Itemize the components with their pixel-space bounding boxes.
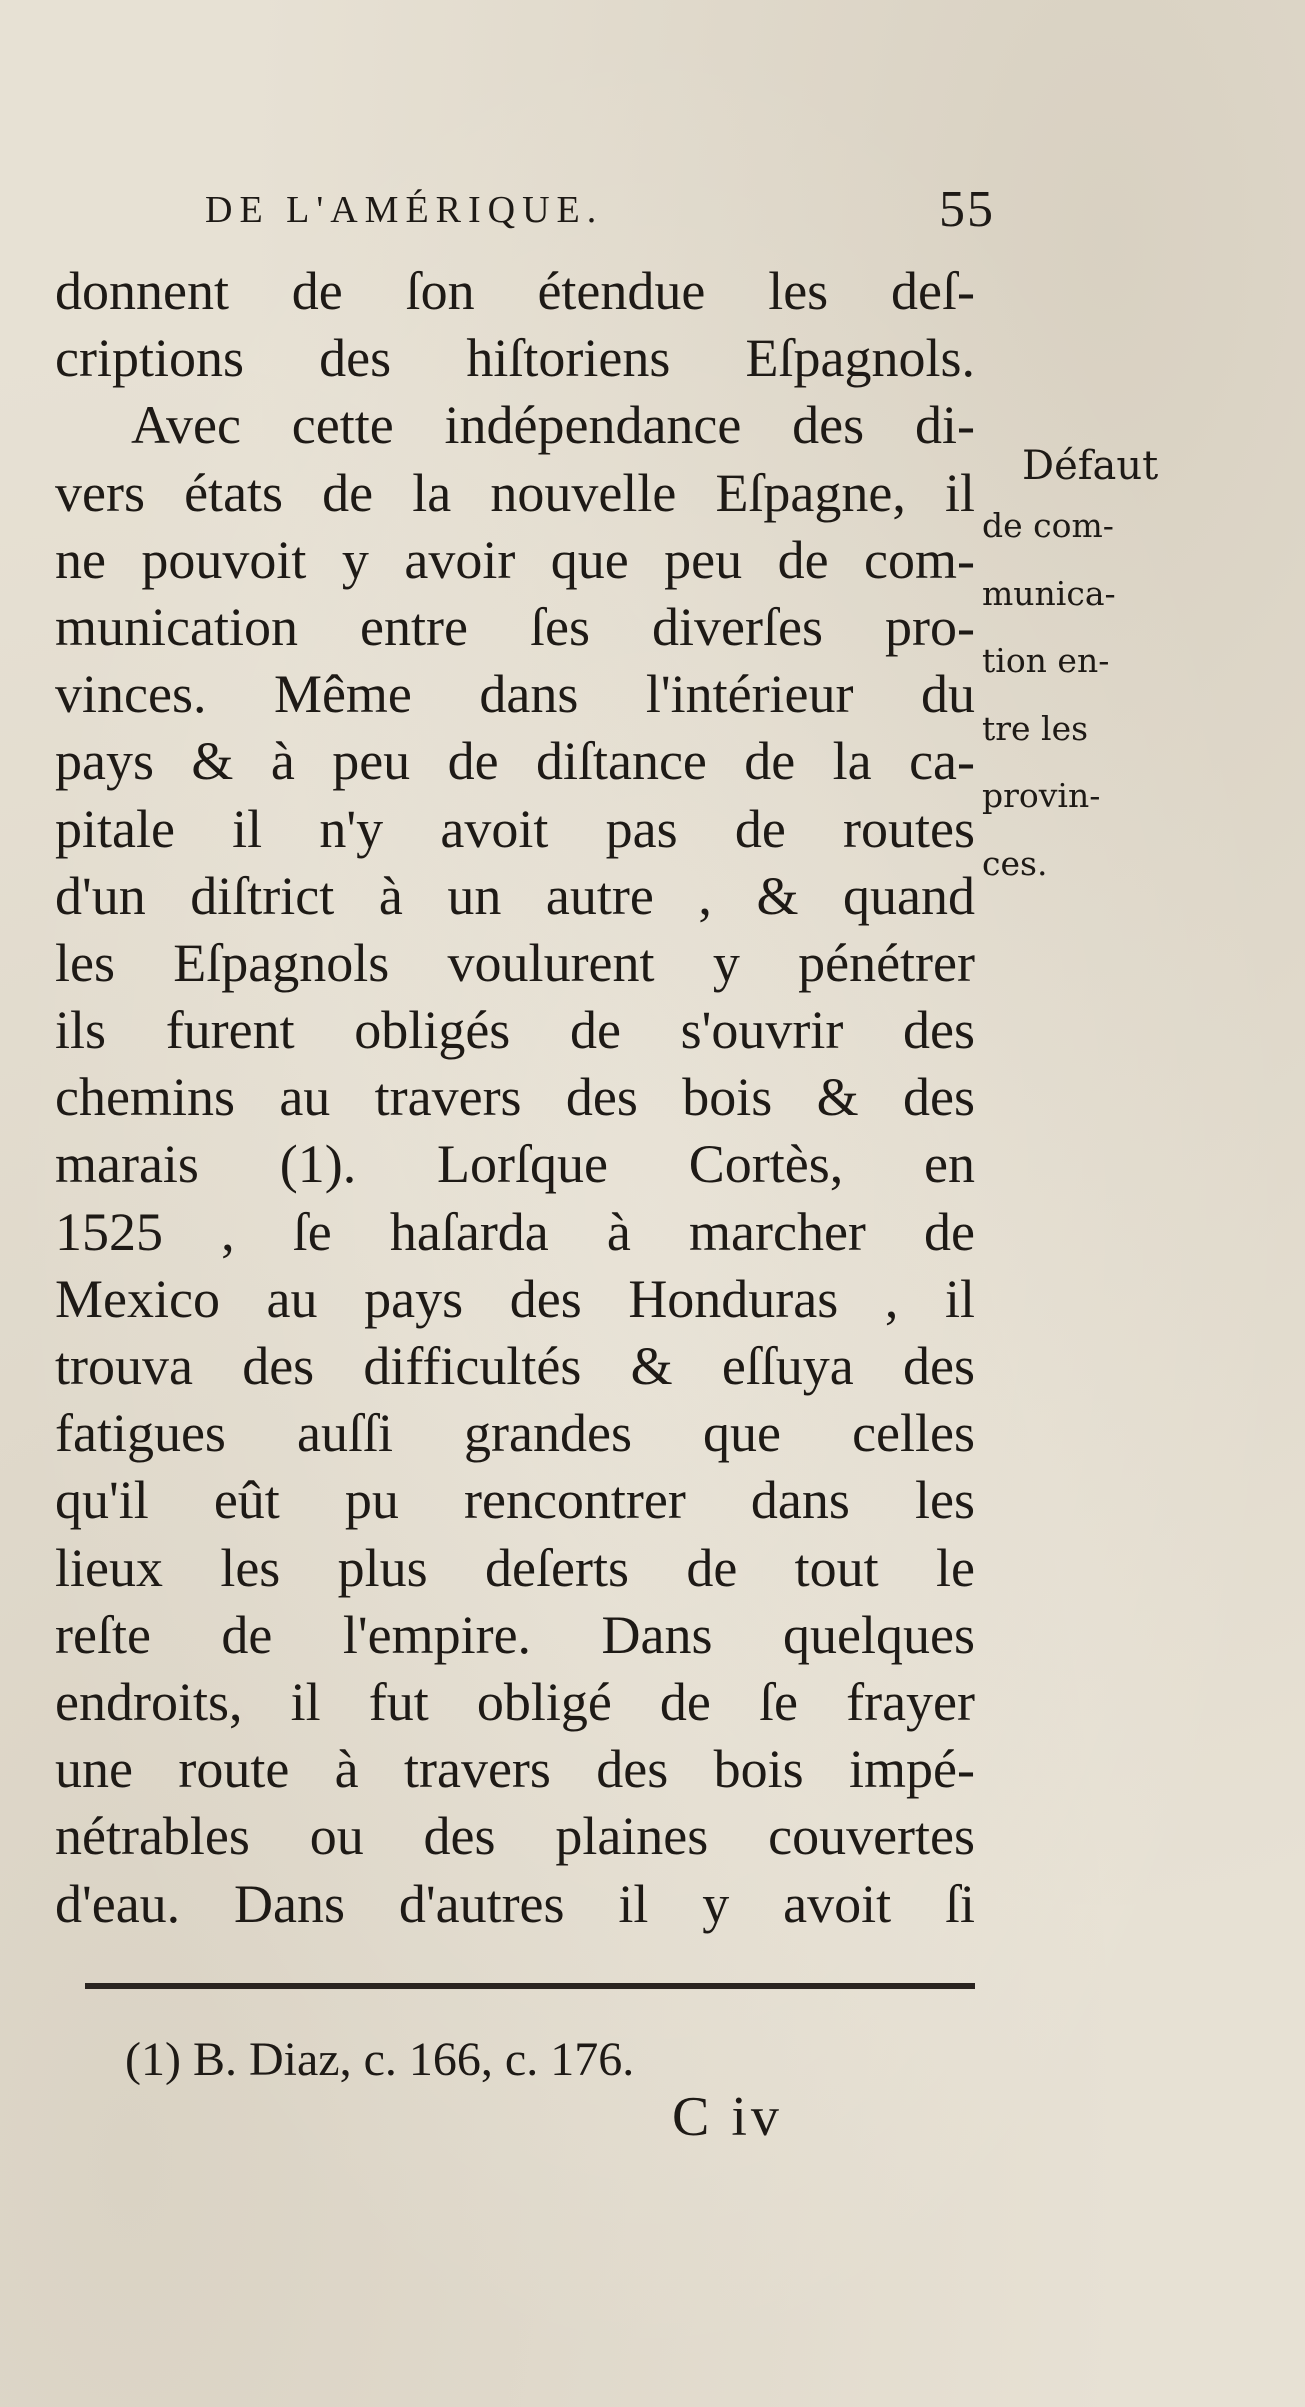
text-line: pitale il n'y avoit pas de routes — [55, 798, 975, 859]
text-line: les Eſpagnols voulurent y pénétrer — [55, 932, 975, 993]
text-line: munication entre ſes diverſes pro- — [55, 596, 975, 657]
text-line: donnent de ſon étendue les deſ- — [55, 261, 975, 321]
text-line: fatigues auſſi grandes que celles — [55, 1403, 975, 1464]
footnote: (1) B. Diaz, c. 166, c. 176. — [125, 2033, 635, 2086]
page-number: 55 — [939, 181, 995, 238]
text-line: pays & à peu de diſtance de la ca- — [55, 731, 975, 792]
text-line: 1525 , ſe haſarda à marcher de — [55, 1201, 975, 1262]
text-line: trouva des difficultés & eſſuya des — [55, 1336, 975, 1396]
text-line: d'un diſtrict à un autre , & quand — [55, 865, 975, 926]
text-line: nétrables ou des plaines couvertes — [55, 1806, 975, 1867]
margin-note-line: Défaut — [1022, 443, 1159, 489]
margin-note-line: munica- — [982, 573, 1116, 613]
text-line: endroits, il fut obligé de ſe frayer — [55, 1671, 975, 1732]
text-line: Mexico au pays des Honduras , il — [55, 1268, 975, 1329]
margin-note-line: tion en- — [982, 641, 1110, 680]
margin-note — [982, 440, 1192, 897]
text-line: une route à travers des bois impé- — [55, 1739, 975, 1800]
text-line: vers états de la nouvelle Eſpagne, il — [55, 462, 975, 523]
page-header — [205, 181, 995, 248]
margin-note-line: de com- — [982, 506, 1114, 545]
text-line: d'eau. Dans d'autres il y avoit ſi — [55, 1873, 975, 1934]
text-line: criptions des hiſtoriens Eſpagnols. — [55, 328, 975, 389]
footnote-divider — [85, 1983, 975, 1989]
text-line: chemins au travers des bois & des — [55, 1067, 975, 1128]
running-title: DE L'AMÉRIQUE. — [205, 189, 604, 231]
text-line: marais (1). Lorſque Cortès, en — [55, 1134, 975, 1195]
text-line: ne pouvoit y avoir que peu de com- — [55, 529, 975, 590]
text-line: ils furent obligés de s'ouvrir des — [55, 1000, 975, 1061]
body-text — [55, 258, 975, 1938]
text-line: reſte de l'empire. Dans quelques — [55, 1604, 975, 1665]
text-line: Avec cette indépendance des di- — [131, 395, 975, 456]
margin-note-line: tre les — [982, 708, 1089, 748]
text-line: vinces. Même dans l'intérieur du — [55, 664, 975, 725]
signature-mark: C iv — [672, 2086, 783, 2148]
margin-note-line: ces. — [982, 843, 1048, 883]
text-line: qu'il eût pu rencontrer dans les — [55, 1470, 975, 1531]
text-line: lieux les plus deſerts de tout le — [55, 1537, 975, 1598]
margin-note-line: provin- — [982, 776, 1101, 815]
